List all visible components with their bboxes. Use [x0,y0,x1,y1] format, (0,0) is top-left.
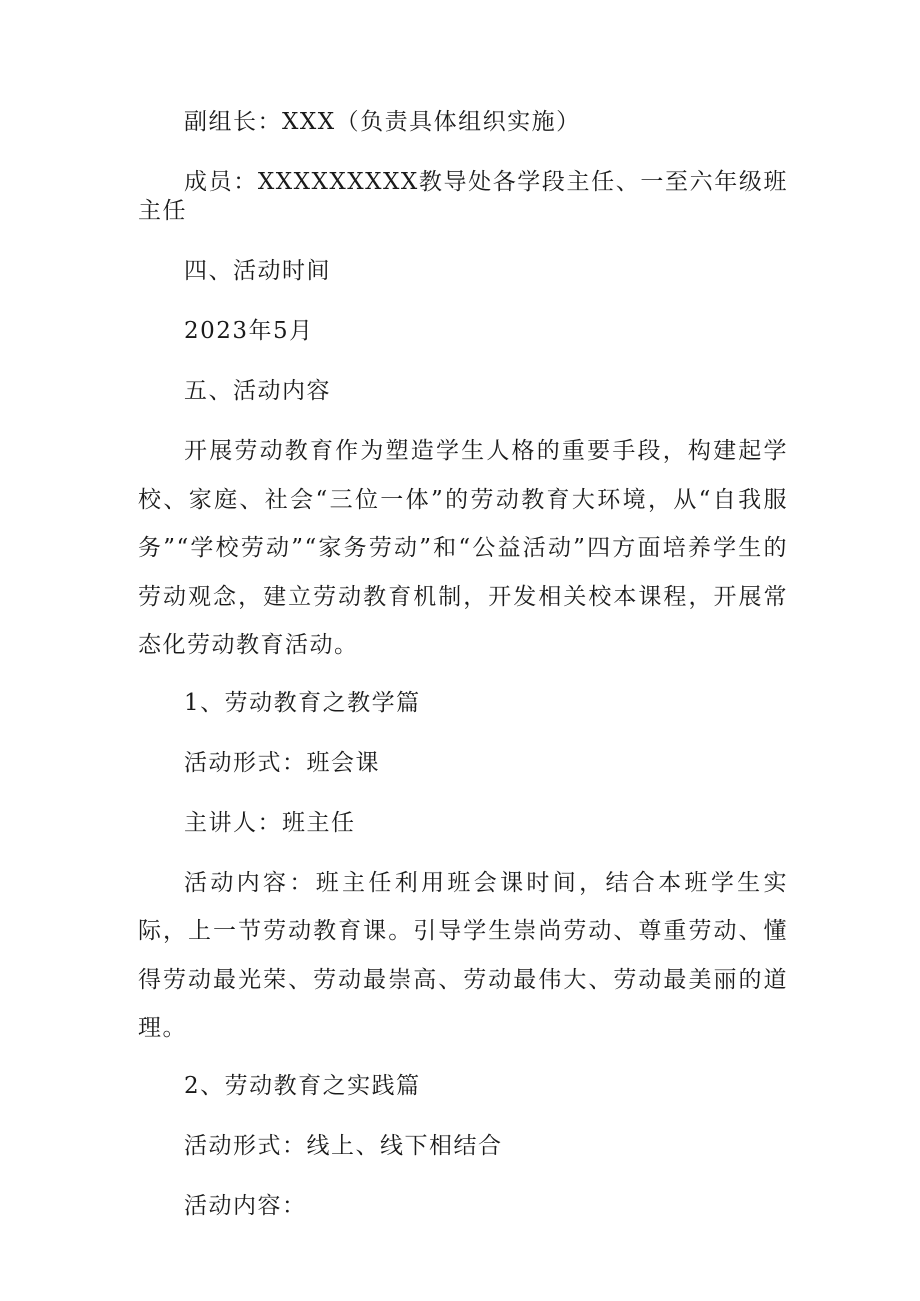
paragraph-teaching-content: 活动内容：班主任利用班会课时间，结合本班学生实际，上一节劳动教育课。引导学生崇尚劳动、尊重劳动、懂得劳动最光荣、劳动最崇高、劳动最伟大、劳动最美丽的道理。 [138,869,788,1041]
paragraph-practice-content: 活动内容： [184,1192,307,1219]
heading-activity-content: 五、活动内容 [184,378,331,404]
paragraph-activity-date: 2023年5月 [184,318,314,344]
paragraph-members: 成员：XXXXXXXXX教导处各学段主任、一至六年级班主任 [138,169,788,224]
document-body [138,108,788,1252]
paragraph-teaching-speaker: 主讲人：班主任 [184,809,356,836]
paragraph-deputy-leader: 副组长：XXX（负责具体组织实施） [184,109,581,135]
paragraph-teaching-form: 活动形式：班会课 [184,749,380,776]
paragraph-labor-education-overview: 开展劳动教育作为塑造学生人格的重要手段，构建起学校、家庭、社会“三位一体”的劳动教育大环境，从“自我服务”“学校劳动”“家务劳动”和“公益活动”四方面培养学生的劳动观念，建立劳动教育机制，开发相关校本课程，开展常态化劳动教育活动。 [138,438,788,658]
heading-activity-time: 四、活动时间 [184,258,331,284]
heading-teaching-section: 1、劳动教育之教学篇 [184,689,421,716]
paragraph-practice-form: 活动形式：线上、线下相结合 [184,1132,503,1159]
heading-practice-section: 2、劳动教育之实践篇 [184,1072,421,1099]
